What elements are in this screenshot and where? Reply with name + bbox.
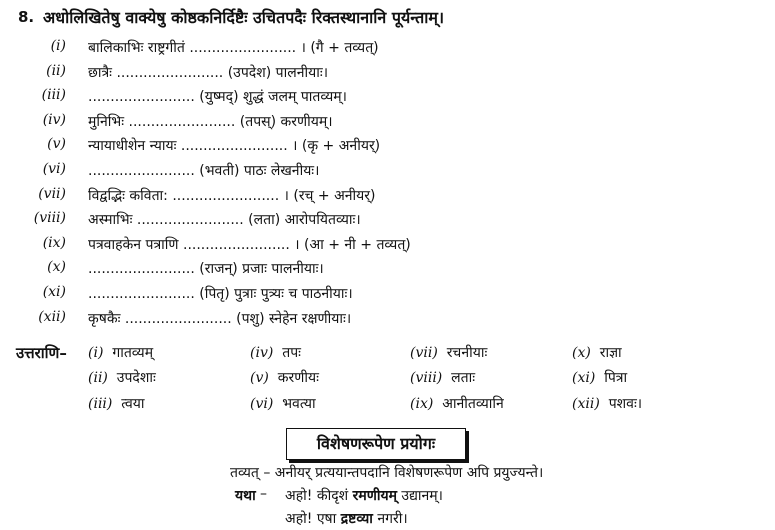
item-sentence: बालिकाभिः राष्ट्रगीतं ........................ । (गै + तव्यत्)	[88, 40, 379, 56]
item-sentence: छात्रैः ........................ (उपदेश) पालनीयाः।	[88, 64, 328, 81]
answer-text: राज्ञा	[599, 345, 622, 361]
example-2-end: नगरी।	[372, 511, 408, 527]
item-number: (x)	[47, 259, 66, 276]
answer-text: रचनीयाः	[446, 345, 488, 361]
answer-number: (vii)	[410, 345, 438, 361]
answer-text: त्वया	[121, 396, 145, 412]
answer-text: करणीयः	[277, 370, 319, 386]
answer-text: पित्रा	[604, 370, 628, 386]
question-title: अधोलिखितेषु वाक्येषु कोष्ठकनिर्दिष्टैः उचितपदैः रिक्तस्थानानि पूर्यन्ताम्।	[43, 8, 445, 27]
item-sentence: ........................ (युष्मद्) शुद्धं जलम् पातव्यम्।	[88, 89, 347, 106]
answer-item	[410, 368, 475, 387]
answer-text: गातव्यम्	[112, 345, 154, 361]
answer-number: (viii)	[410, 370, 443, 386]
item-number: (ii)	[46, 62, 66, 79]
answer-item	[410, 394, 504, 413]
answer-item	[88, 394, 145, 413]
answer-number: (ix)	[410, 396, 434, 412]
answer-number: (xi)	[572, 370, 596, 386]
item-sentence: अस्माभिः ........................ (लता) आरोपयितव्याः।	[88, 212, 361, 229]
answer-number: (vi)	[250, 396, 274, 412]
answer-text: उपदेशाः	[116, 370, 156, 386]
item-sentence: मुनिभिः ........................ (तपस्) करणीयम्।	[88, 113, 333, 130]
answer-text: पशवः।	[608, 396, 643, 412]
item-number: (vi)	[42, 161, 66, 177]
answer-number: (ii)	[88, 370, 108, 386]
item-number: (iv)	[42, 111, 66, 128]
item-sentence: कृषकैः ........................ (पशु) स्नेहेन रक्षणीयाः।	[88, 310, 352, 327]
item-sentence: न्यायाधीशेन न्यायः ........................ । (कृ + अनीयर्)	[88, 138, 381, 155]
section-title-box: विशेषणरूपेण प्रयोगः	[286, 428, 466, 460]
item-sentence: ........................ (राजन्) प्रजाः पालनीयाः।	[88, 261, 324, 278]
example-1-end: उद्यानम्।	[396, 488, 443, 504]
section-rule-text: तव्यत् – अनीयर् प्रत्ययान्तपदानि विशेषणरूपेण अपि प्रयुज्यन्ते।	[230, 465, 544, 481]
example-label: यथा	[235, 488, 256, 504]
answer-text: आनीतव्यानि	[442, 396, 504, 412]
answer-number: (i)	[88, 345, 104, 361]
answer-item	[410, 343, 487, 362]
example-sentence-1	[285, 486, 443, 505]
answer-number: (iv)	[250, 345, 274, 361]
answer-number: (v)	[250, 370, 269, 386]
item-number: (xii)	[38, 308, 66, 325]
answer-text: लताः	[451, 370, 476, 386]
answer-item	[572, 394, 642, 413]
item-number: (ix)	[42, 234, 66, 251]
item-number: (vii)	[38, 185, 66, 202]
item-sentence: विद्वद्भिः कविता: ........................ । (रच् + अनीयर्)	[88, 187, 376, 204]
example-sentence-2	[285, 509, 408, 528]
question-number: 8.	[18, 8, 35, 26]
item-sentence: ........................ (पितृ) पुत्राः पुत्र्यः च पाठनीयाः।	[88, 286, 353, 302]
example-1-start: अहो! कीदृशं	[285, 488, 353, 504]
item-sentence: ........................ (भवती) पाठः लेखनीयः।	[88, 163, 320, 179]
item-number: (i)	[50, 38, 66, 54]
answer-item	[250, 394, 316, 413]
item-sentence: पत्रवाहकेन पत्राणि ........................ । (आ + नी + तव्यत्)	[88, 236, 411, 253]
item-number: (xi)	[42, 284, 66, 300]
answer-number: (xii)	[572, 396, 600, 412]
answer-item	[250, 343, 301, 362]
answer-item	[572, 368, 627, 387]
item-number: (iii)	[41, 87, 66, 104]
answer-number: (x)	[572, 345, 591, 361]
example-2-start: अहो! एषा	[285, 511, 341, 527]
answer-text: भवत्या	[282, 396, 316, 412]
item-number: (v)	[47, 136, 66, 153]
example-2-highlight: द्रष्टव्या	[340, 511, 373, 527]
answer-item	[88, 368, 156, 387]
example-dash: –	[260, 486, 267, 502]
example-1-highlight: रमणीयम्	[352, 488, 397, 504]
answers-heading: उत्तराणि–	[16, 344, 67, 362]
answer-item	[250, 368, 319, 387]
answer-item	[88, 343, 153, 362]
answer-item	[572, 343, 622, 362]
answer-number: (iii)	[88, 396, 113, 412]
answer-text: तपः	[282, 345, 301, 361]
item-number: (viii)	[33, 210, 66, 227]
